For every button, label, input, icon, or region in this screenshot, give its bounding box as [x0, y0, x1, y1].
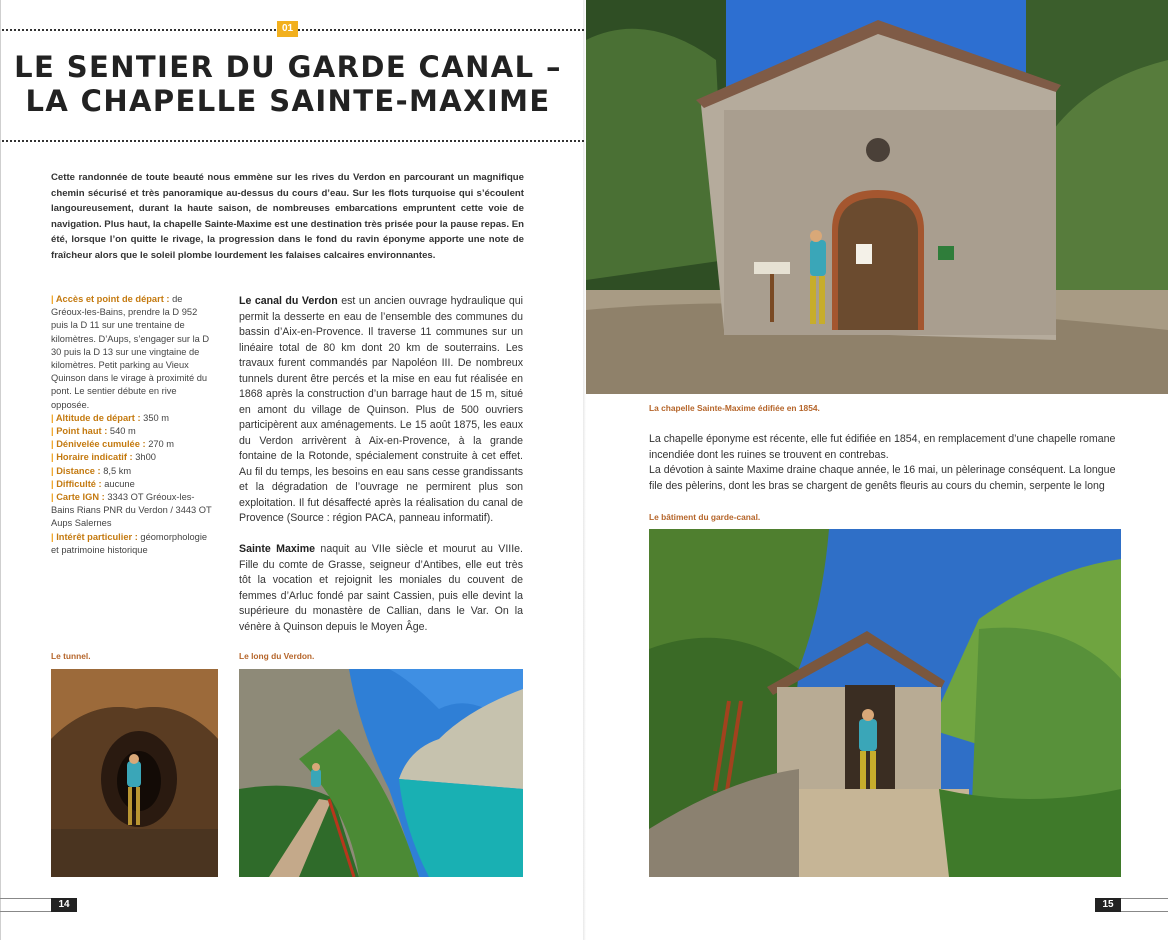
info-label: Altitude de départ : — [55, 412, 141, 423]
info-value: 8,5 km — [103, 465, 132, 476]
info-label: Dénivelée cumulée : — [56, 439, 146, 450]
info-value: 270 m — [148, 439, 175, 450]
bullet-bar-icon: | — [51, 439, 57, 450]
info-item — [51, 451, 214, 464]
caption-tunnel: Le tunnel. — [51, 651, 91, 661]
bullet-bar-icon: | — [51, 478, 57, 489]
bullet-bar-icon: | — [51, 426, 57, 437]
bullet-bar-icon: | — [51, 531, 57, 542]
canal-lead: Le canal du Verdon — [239, 295, 338, 307]
sainte-maxime-lead: Sainte Maxime — [239, 543, 316, 555]
info-item — [51, 478, 214, 491]
info-item — [51, 491, 214, 531]
info-item — [51, 531, 214, 557]
chapel-text-1: La chapelle éponyme est récente, elle fut édifiée en 1854, en remplacement d’une chapelle romane incendiée dont les ruines se trouvent en contrebas. — [649, 433, 1116, 461]
info-label: Horaire indicatif : — [56, 452, 133, 463]
bullet-bar-icon: | — [51, 412, 56, 423]
title-line-1: LE SENTIER DU GARDE CANAL – — [14, 50, 562, 84]
info-label: Point haut : — [56, 426, 108, 437]
tunnel-photo — [51, 669, 218, 877]
info-value: de Gréoux-les-Bains, prendre la D 952 puis la D 11 sur une trentaine de kilomètres. D’Aups, s’engager sur la D 30 puis la D 13 sur une vingtaine de kilomètres. Petit parking au Vieux Quinson dans le virage à proximité du pont. Le sentier débute en rive opposée. — [51, 294, 210, 410]
info-label: Accès et point de départ : — [55, 294, 170, 304]
info-item — [51, 412, 214, 425]
info-label: Carte IGN : — [56, 492, 105, 503]
title-line-2: LA CHAPELLE SAINTE-MAXIME — [25, 84, 551, 118]
sainte-maxime-paragraph — [239, 542, 523, 635]
chapel-text-2: La dévotion à sainte Maxime draine chaque année, le 16 mai, un pèlerinage conséquent. La longue file des pèlerins, dont les bras se chargent de genêts fleuris au cours du chemin, serpente le long — [649, 464, 1116, 492]
folio-line-right — [1121, 898, 1168, 912]
info-value: géomorphologie et patrimoine historique — [51, 531, 208, 555]
info-label: Intérêt particulier : — [56, 531, 138, 542]
canal-paragraph — [239, 294, 523, 527]
info-sidebar — [51, 293, 214, 557]
page-number-14: 14 — [51, 898, 77, 912]
intro-paragraph: Cette randonnée de toute beauté nous emmène sur les rives du Verdon en parcourant un magnifique chemin sécurisé et très panoramique au-dessus du cours d’eau. Sur les flots turquoise qui s’écoulent langoureusement, durant la haute saison, de nombreuses embarcations empruntent cette voie de navigation. Plus haut, la chapelle Sainte-Maxime est une destination très prisée pour la pause repas. En été, lorsque l’on quitte le rivage, la progression dans le fond du ravin éponyme apporte une note de fraîcheur alors que le soleil plombe lourdement les falaises calcaires environnantes. — [51, 172, 524, 261]
verdon-photo — [239, 669, 523, 877]
caption-garde-canal: Le bâtiment du garde-canal. — [649, 512, 761, 522]
sainte-maxime-text: naquit au VIIe siècle et mourut au VIIIe. Fille du comte de Grasse, seigneur d’Antibes, elle eut très tôt la vocation et rejoignit les moniales du couvent de femmes d’Arluc fondé par saint Cassien, puis elle devint la supérieure du monastère de Callian, dans le Var. On la vénère à Quinson depuis le Moyen Âge. — [239, 543, 523, 633]
header-dotted-rule-bottom — [2, 140, 584, 142]
info-value: 540 m — [109, 426, 136, 437]
page-number-15: 15 — [1095, 898, 1121, 912]
info-value: 3h00 — [135, 452, 156, 463]
bullet-bar-icon: | — [51, 465, 57, 476]
chapel-photo — [586, 0, 1168, 394]
garde-canal-photo — [649, 529, 1121, 877]
canal-text: est un ancien ouvrage hydraulique qui permit la desserte en eau de l’ensemble des communes du bassin d’Aix-en-Provence. Il traverse 11 communes sur un linéaire total de 80 km dont 20 km de souterrains. Les travaux furent commandés par Napoléon III. De nombreux tunnels durent être percés et la mise en eau fut réalisée en 1868 après la construction d’un barrage haut de 15 m, situé en amont du village de Quinson. Plus de 500 ouvriers participèrent aux aménagements. Le 15 août 1875, les eaux du Verdon arrivèrent à Aix-en-Provence, à la grande fontaine de la Rotonde, spécialement construite à cet effet. Au fil du temps, les besoins en eau sans cesse grandissants et la dégradation de l’ouvrage ne permirent plus son exploitation. Il fut désaffecté après la réalisation du canal de Provence (Source : région PACA, panneau informatif). — [239, 295, 523, 524]
info-item — [51, 425, 214, 438]
page-title — [8, 50, 568, 118]
folio-line-left — [0, 898, 51, 912]
caption-verdon: Le long du Verdon. — [239, 651, 315, 661]
info-item — [51, 293, 214, 412]
info-item — [51, 465, 214, 478]
bullet-bar-icon: | — [51, 294, 56, 304]
chapel-text — [649, 432, 1121, 494]
info-value: 3343 OT Gréoux-les-Bains Rians PNR du Verdon / 3443 OT Aups Salernes — [51, 492, 212, 529]
info-value: 350 m — [143, 412, 169, 423]
hike-number-badge: 01 — [277, 21, 298, 37]
info-label: Difficulté : — [56, 478, 102, 489]
info-value: aucune — [104, 478, 135, 489]
bullet-bar-icon: | — [51, 492, 57, 503]
bullet-bar-icon: | — [51, 452, 57, 463]
caption-chapel: La chapelle Sainte-Maxime édifiée en 1854. — [649, 403, 820, 413]
info-label: Distance : — [56, 465, 101, 476]
info-item — [51, 438, 214, 451]
